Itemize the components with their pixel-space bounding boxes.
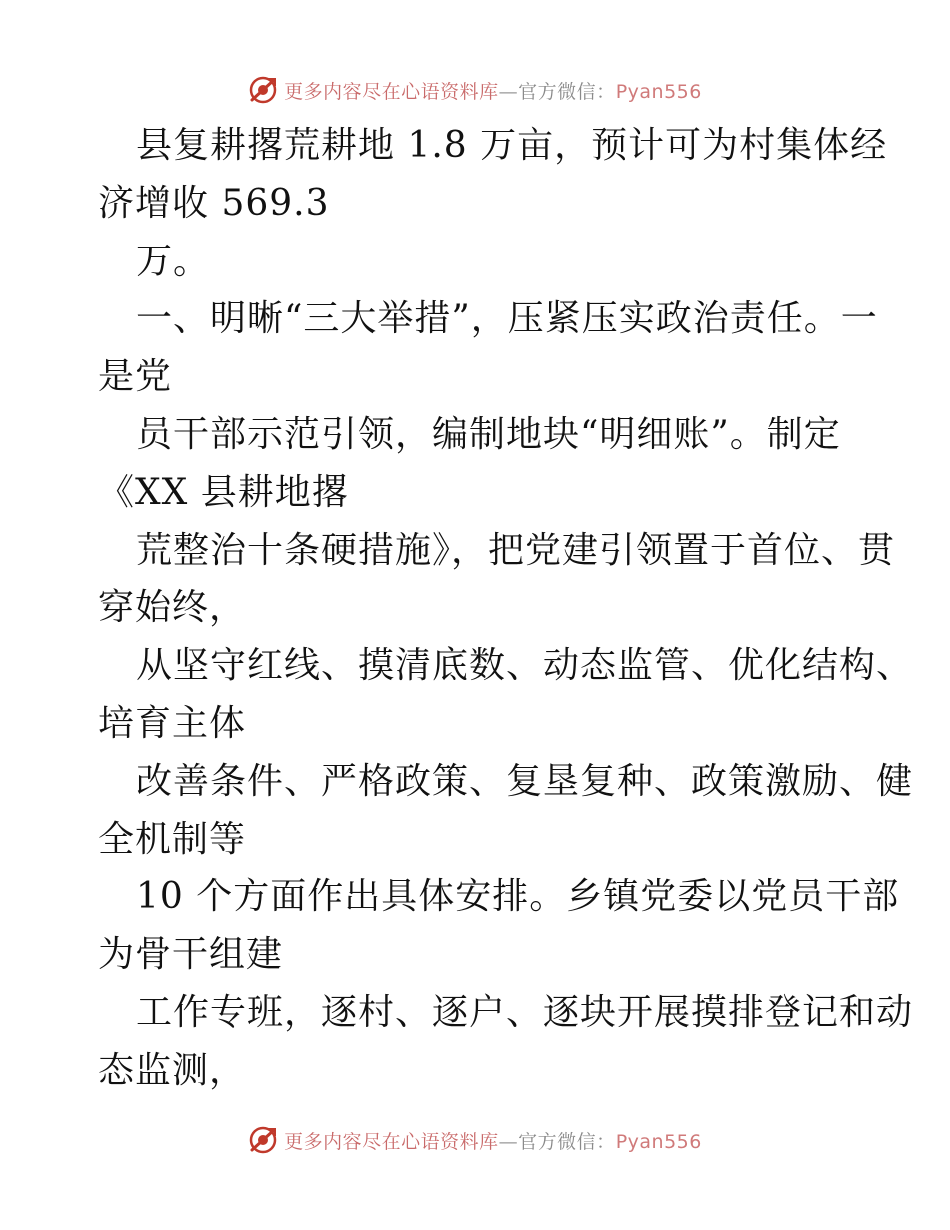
document-body <box>98 117 914 1100</box>
text-line: 培育主体 <box>98 702 247 744</box>
text-line: 穿始终， <box>98 587 247 629</box>
header-site-text: 更多内容尽在心语资料库 <box>284 80 499 103</box>
text-line: 万。 <box>136 240 211 282</box>
brand-logo-icon <box>248 75 278 105</box>
brand-logo-icon <box>248 1125 278 1155</box>
text-line: 县复耕撂荒耕地 1.8 万亩，预计可为村集体经 <box>136 125 888 166</box>
text-line: 是党 <box>98 356 173 398</box>
text-line: 态监测， <box>98 1049 247 1091</box>
text-line: 一、明晰“三大举措”，压紧压实政治责任。一 <box>136 298 878 340</box>
footer-banner <box>0 1120 950 1160</box>
header-wechat-label: 官方微信： <box>518 80 616 103</box>
text-line: 工作专班，逐村、逐户、逐块开展摸排登记和动 <box>136 991 914 1033</box>
text-line: 从坚守红线、摸清底数、动态监管、优化结构、 <box>136 645 914 687</box>
text-line: 10 个方面作出具体安排。乡镇党委以党员干部 <box>136 876 900 918</box>
footer-site-text: 更多内容尽在心语资料库 <box>284 1130 499 1153</box>
footer-banner-text <box>284 1127 702 1154</box>
header-wechat-id: Pyan556 <box>615 80 702 103</box>
text-line: 荒整治十条硬措施》，把党建引领置于首位、贯 <box>136 529 896 571</box>
text-line: 改善条件、严格政策、复垦复种、政策激励、健 <box>136 760 914 802</box>
header-banner-text <box>284 77 702 104</box>
text-line: 《XX 县耕地撂 <box>98 471 349 513</box>
text-line: 全机制等 <box>98 818 247 860</box>
text-line: 员干部示范引领，编制地块“明细账”。制定 <box>136 413 841 455</box>
header-separator: — <box>498 80 519 103</box>
footer-separator: — <box>498 1130 519 1153</box>
header-banner <box>0 70 950 110</box>
text-line: 济增收 569.3 <box>98 182 330 224</box>
text-line: 为骨干组建 <box>98 934 284 976</box>
footer-wechat-label: 官方微信： <box>518 1130 616 1153</box>
footer-wechat-id: Pyan556 <box>615 1130 702 1153</box>
